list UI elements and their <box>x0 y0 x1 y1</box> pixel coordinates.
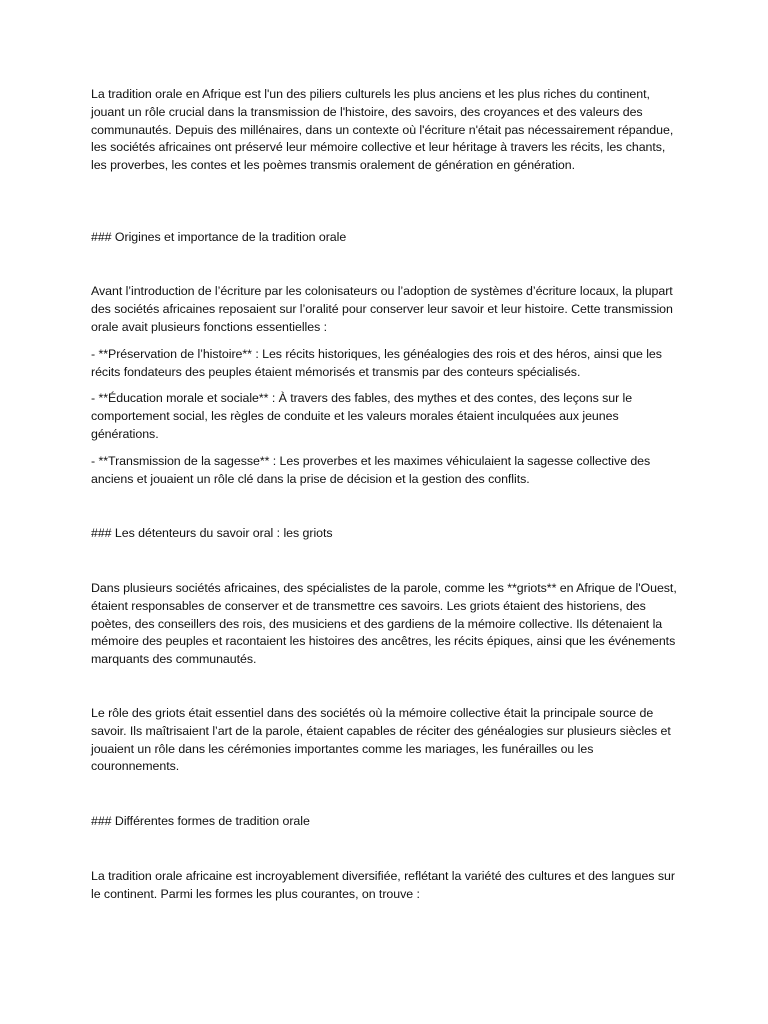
origins-text: Avant l’introduction de l’écriture par les colonisateurs ou l’adoption de systèmes d’écriture locaux, la plupart des sociétés africaines reposaient sur l’oralité pour conserver leur savoir et leur histoire. Cette transmission orale avait plusieurs fonctions essentielles : <box>91 284 673 334</box>
griots-paragraph-1 <box>91 580 681 669</box>
intro-text: La tradition orale en Afrique est l'un des piliers culturels les plus anciens et les plus riches du continent, jouant un rôle crucial dans la transmission de l'histoire, des savoirs, des croyances et des valeurs des communautés. Depuis des millénaires, dans un contexte où l'écriture n'était pas nécessairement répandue, les sociétés africaines ont préservé leur mémoire collective et leur héritage à travers les récits, les chants, les proverbes, les contes et les poèmes transmis oralement de génération en génération. <box>91 87 674 173</box>
section-heading-griots <box>91 525 681 543</box>
griots-paragraph-2-text: Le rôle des griots était essentiel dans des sociétés où la mémoire collective était la principale source de savoir. Ils maîtrisaient l’art de la parole, étaient capables de réciter des généalogies sur plusieurs siècles et jouaient un rôle dans les cérémonies importantes comme les mariages, les funérailles ou les couronnements. <box>91 706 671 774</box>
forms-paragraph <box>91 868 681 904</box>
griots-paragraph-2 <box>91 705 681 776</box>
bullet-education <box>91 390 681 443</box>
heading-griots-text: ### Les détenteurs du savoir oral : les griots <box>91 526 333 540</box>
griots-paragraph-1-text: Dans plusieurs sociétés africaines, des spécialistes de la parole, comme les **griots** en Afrique de l'Ouest, étaient responsables de conserver et de transmettre ces savoirs. Les griots étaient des historiens, des poètes, des conseillers des rois, des musiciens et des gardiens de la mémoire collective. Ils détenaient la mémoire des peuples et racontaient les histoires des ancêtres, les récits épiques, ainsi que les événements marquants des communautés. <box>91 581 677 667</box>
intro-paragraph <box>91 86 681 175</box>
heading-origins-text: ### Origines et importance de la tradition orale <box>91 230 347 244</box>
bullet-history-text: - **Préservation de l’histoire** : Les récits historiques, les généalogies des rois et des héros, ainsi que les récits fondateurs des peuples étaient mémorisés et transmis par des conteurs spécialisés. <box>91 347 662 379</box>
bullet-history <box>91 346 681 382</box>
section-heading-origins <box>91 229 681 247</box>
forms-text: La tradition orale africaine est incroyablement diversifiée, reflétant la variété des cultures et des langues sur le continent. Parmi les formes les plus courantes, on trouve : <box>91 869 675 901</box>
origins-paragraph <box>91 283 681 336</box>
bullet-education-text: - **Éducation morale et sociale** : À travers des fables, des mythes et des contes, des leçons sur le comportement social, les règles de conduite et les valeurs morales étaient inculquées aux jeunes générations. <box>91 391 633 441</box>
bullet-wisdom-text: - **Transmission de la sagesse** : Les proverbes et les maximes véhiculaient la sagesse collective des anciens et jouaient un rôle clé dans la prise de décision et la gestion des conflits. <box>91 454 651 486</box>
section-heading-forms <box>91 813 681 831</box>
bullet-wisdom <box>91 453 681 489</box>
heading-forms-text: ### Différentes formes de tradition orale <box>91 814 310 828</box>
